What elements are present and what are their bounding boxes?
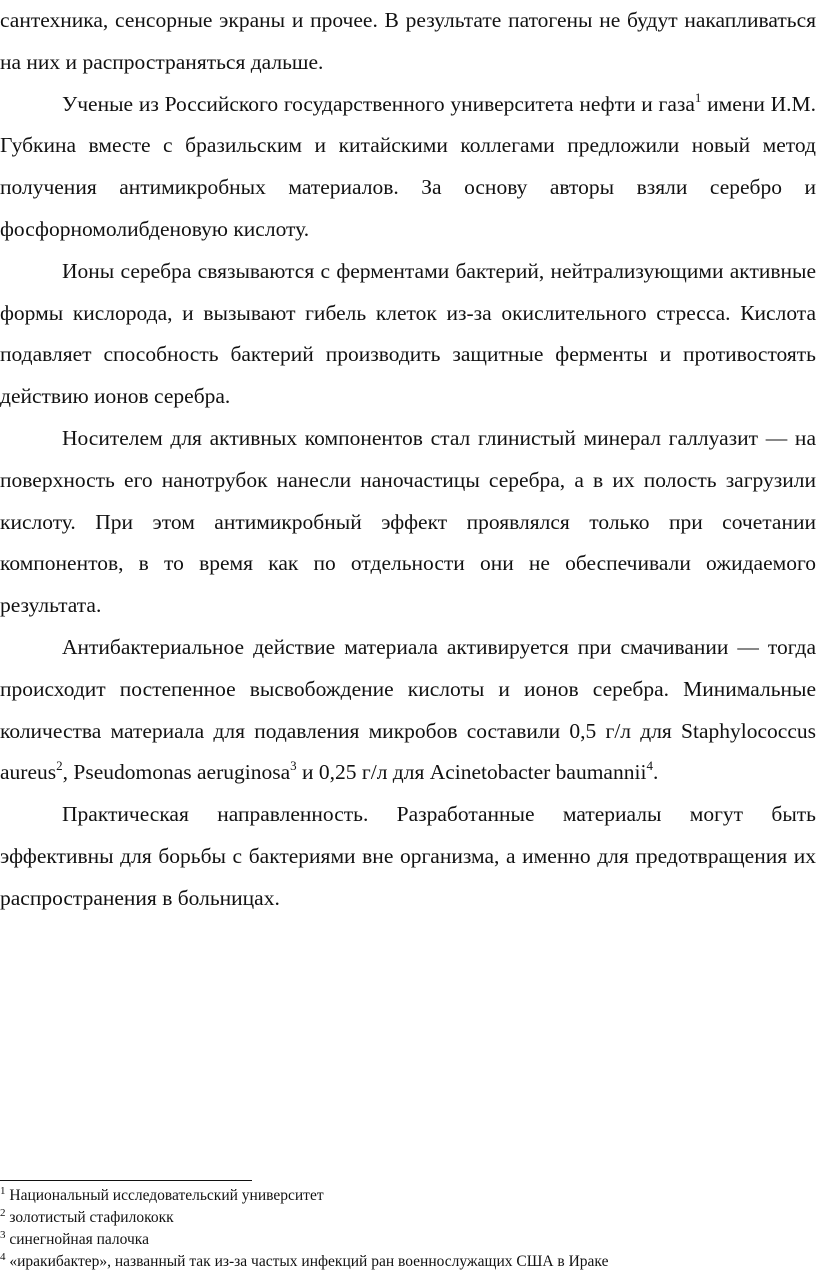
paragraph-2-text-b: имени И.М. Губкина вместе с бразильским и китайскими коллегами предложили новый метод получения антимикробных материалов. За основу авторы взяли серебро и фосфорномолибденовую кислоту. — [0, 91, 816, 241]
footnote-number: 3 — [0, 1229, 6, 1241]
paragraph-5-text-c: и 0,25 г/л для Acinetobacter baumannii — [296, 760, 647, 785]
paragraph-4-text: Носителем для активных компонентов стал глинистый минерал галлуазит — на поверхность его нанотрубок нанесли наночастицы серебра, а в их полость загрузили кислоту. При этом антимикробный эффект проявлялся только при сочетании компонентов, в то время как по отдельности они не обеспечивали ожидаемого результата. — [0, 425, 816, 618]
footnote-4 — [0, 1251, 816, 1273]
footnote-text: золотистый стафилококк — [5, 1209, 174, 1226]
paragraph-4 — [0, 418, 816, 627]
footnote-ref-2: 2 — [56, 758, 63, 774]
paragraph-1-text: сантехника, сенсорные экраны и прочее. В результате патогены не будут накапливаться на них и распространяться дальше. — [0, 8, 816, 74]
footnote-number: 4 — [0, 1251, 6, 1263]
paragraph-1 — [0, 0, 816, 84]
paragraph-2 — [0, 84, 816, 251]
footnotes — [0, 1185, 816, 1273]
footnote-number: 1 — [0, 1185, 6, 1197]
footnote-text: синегнойная палочка — [5, 1231, 149, 1248]
footnote-ref-4: 4 — [646, 758, 653, 774]
footnote-3 — [0, 1229, 816, 1251]
paragraph-5-text-a: Антибактериальное действие материала активируется при смачивании — тогда происходит постепенное высвобождение кислоты и ионов серебра. Минимальные количества материала для подавления микробов составили 0,5 г/л для Staphylococcus aureus — [0, 634, 816, 785]
paragraph-3-text: Ионы серебра связываются с ферментами бактерий, нейтрализующими активные формы кислорода, и вызывают гибель клеток из-за окислительного стресса. Кислота подавляет способность бактерий производить защитные ферменты и противостоять действию ионов серебра. — [0, 258, 816, 409]
paragraph-6 — [0, 794, 816, 919]
paragraph-5-text-d: . — [652, 760, 659, 785]
paragraph-5 — [0, 627, 816, 794]
footnote-text: Национальный исследовательский университет — [5, 1187, 324, 1204]
footnote-ref-1: 1 — [694, 89, 702, 105]
footnote-1 — [0, 1185, 816, 1207]
footnote-separator — [0, 1180, 252, 1181]
paragraph-6-text: Практическая направленность. Разработанные материалы могут быть эффективны для борьбы с бактериями вне организма, а именно для предотвращения их распространения в больницах. — [0, 802, 816, 910]
footnote-2 — [0, 1207, 816, 1229]
footnote-number: 2 — [0, 1207, 6, 1219]
paragraph-3 — [0, 251, 816, 418]
footnote-text: «иракибактер», названный так из-за частых инфекций ран военнослужащих США в Ираке — [5, 1253, 609, 1270]
paragraph-5-text-b: , Pseudomonas aeruginosa — [62, 760, 291, 785]
footnote-ref-3: 3 — [290, 758, 297, 774]
paragraph-2-text-a: Ученые из Российского государственного университета нефти и газа — [62, 91, 695, 116]
